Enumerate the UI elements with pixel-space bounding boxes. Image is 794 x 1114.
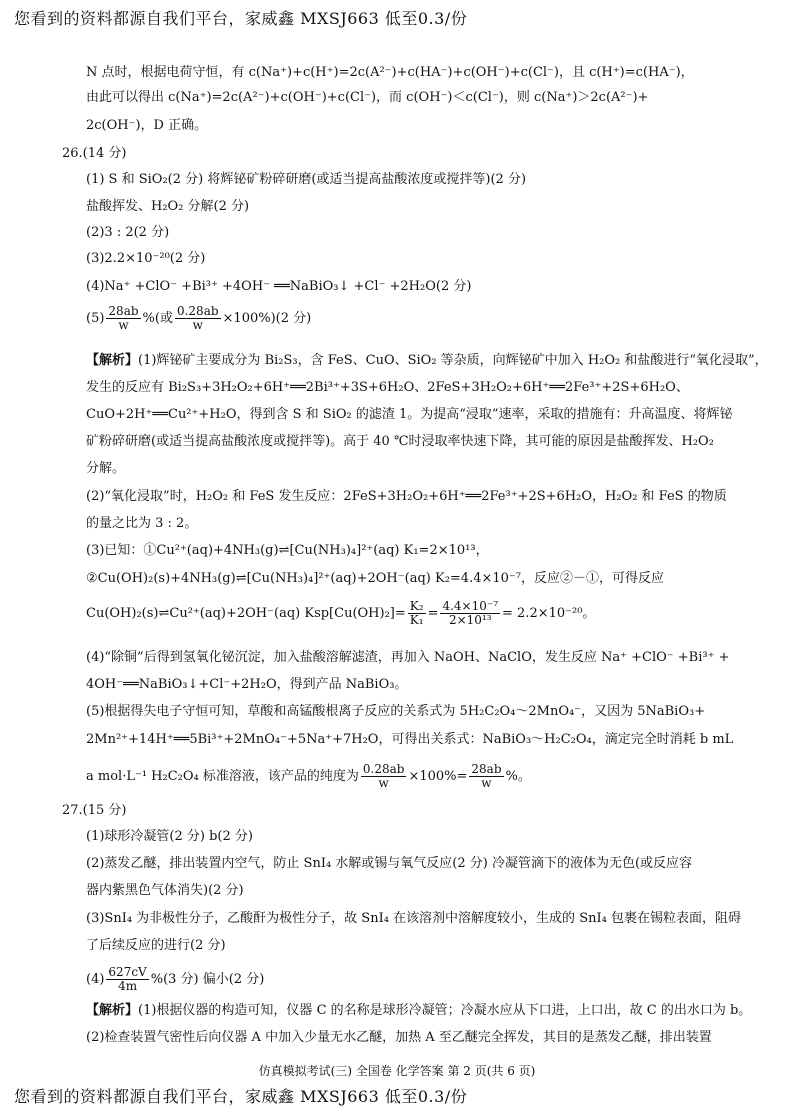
question-27-header: 27.(15 分)	[62, 803, 127, 818]
q27-answer-3b: 了后续反应的进行(2 分)	[86, 938, 226, 953]
fraction-numerator: 0.28ab	[176, 304, 219, 318]
fraction-denominator: w	[192, 318, 203, 332]
top-watermark-banner: 您看到的资料都源自我们平台，家威鑫 MXSJ663 低至0.3/份	[14, 9, 468, 28]
fraction	[440, 600, 500, 627]
q27-explanation-line-1	[86, 1002, 751, 1020]
q26-explanation-line-6: (2)“氧化浸取”时，H₂O₂ 和 FeS 发生反应：2FeS+3H₂O₂+6H⁺══2Fe³⁺+2S+6H₂O，H₂O₂ 和 FeS 的物质	[86, 489, 727, 504]
fraction-denominator: w	[378, 776, 389, 790]
q27-answer-3: (3)SnI₄ 为非极性分子，乙酸酐为极性分子，故 SnI₄ 在该溶剂中溶解度较小，生成的 SnI₄ 包裹在锡粒表面，阻碍	[86, 911, 741, 926]
purity-text: a mol·L⁻¹ H₂C₂O₄ 标准溶液，该产品的纯度为	[86, 769, 359, 784]
q27-answer-1: (1)球形冷凝管(2 分) b(2 分)	[86, 829, 253, 844]
q26-a5-prefix: (5)	[86, 311, 105, 326]
bottom-watermark-banner: 您看到的资料都源自我们平台，家威鑫 MXSJ663 低至0.3/份	[14, 1087, 468, 1106]
q26-explanation-line-14: 2Mn²⁺+14H⁺══5Bi³⁺+2MnO₄⁻+5Na⁺+7H₂O，可得出关系式：NaBiO₃～H₂C₂O₄，滴定完全时消耗 b mL	[86, 732, 734, 747]
explanation-tag: 【解析】	[86, 1003, 139, 1018]
q26-explanation-line-1	[86, 352, 768, 370]
fraction	[469, 763, 503, 790]
fraction-denominator: 2×10¹³	[448, 613, 492, 627]
q26-explanation-line-2: 发生的反应有 Bi₂S₃+3H₂O₂+6H⁺══2Bi³⁺+3S+6H₂O、2FeS+3H₂O₂+6H⁺══2Fe³⁺+2S+6H₂O、	[86, 380, 689, 395]
q26-explanation-line-15	[86, 763, 531, 790]
q26-explanation-line-13: (5)根据得失电子守恒可知，草酸和高锰酸根离子反应的关系式为 5H₂C₂O₄～2MnO₄⁻，又因为 5NaBiO₃+	[86, 704, 706, 719]
q26-answer-3: (3)2.2×10⁻²⁰(2 分)	[86, 251, 206, 266]
q27-a4-suffix: %(3 分) 偏小(2 分)	[150, 972, 265, 987]
q27-a4-prefix: (4)	[86, 972, 105, 987]
fraction-numerator: K₂	[409, 599, 424, 613]
equals-sign: =	[427, 606, 439, 621]
q27-answer-4	[86, 966, 264, 993]
fraction-denominator: w	[118, 318, 129, 332]
q26-a5-suffix: ×100%)(2 分)	[222, 311, 312, 326]
question-26-header: 26.(14 分)	[62, 146, 127, 161]
q27-answer-2: (2)蒸发乙醚，排出装置内空气，防止 SnI₄ 水解或锡与氧气反应(2 分) 冷凝管滴下的液体为无色(或反应容	[86, 856, 693, 871]
explanation-tag: 【解析】	[86, 353, 139, 368]
fraction	[408, 600, 426, 627]
fraction-numerator: 627cV	[108, 965, 147, 979]
q26-explanation-line-9: ②Cu(OH)₂(s)+4NH₃(g)⇌[Cu(NH₃)₄]²⁺(aq)+2OH⁻(aq) K₂=4.4×10⁻⁷，反应②－①，可得反应	[86, 571, 664, 586]
q26-explanation-line-12: 4OH⁻══NaBiO₃↓+Cl⁻+2H₂O，得到产品 NaBiO₃。	[86, 677, 408, 692]
fraction	[106, 305, 140, 332]
q27-answer-2b: 器内紫黑色气体消失)(2 分)	[86, 883, 244, 898]
ksp-result: = 2.2×10⁻²⁰。	[502, 606, 596, 621]
q26-explanation-line-7: 的量之比为 3 : 2。	[86, 516, 198, 531]
q26-answer-4: (4)Na⁺ +ClO⁻ +Bi³⁺ +4OH⁻ ══NaBiO₃↓ +Cl⁻ +2H₂O(2 分)	[86, 279, 472, 294]
fraction	[175, 305, 221, 332]
fraction	[361, 763, 407, 790]
fraction-denominator: K₁	[409, 613, 424, 627]
q27-explanation-line-2: (2)检查装置气密性后向仪器 A 中加入少量无水乙醚，加热 A 至乙醚完全挥发，其目的是蒸发乙醚，排出装置	[86, 1030, 712, 1045]
q26-a5-middle: %(或	[142, 311, 173, 326]
q26-answer-2: (2)3 : 2(2 分)	[86, 225, 170, 240]
page-footer: 仿真模拟考试(三) 全国卷 化学答案 第 2 页(共 6 页)	[258, 1064, 536, 1078]
ksp-expression: Cu(OH)₂(s)⇌Cu²⁺(aq)+2OH⁻(aq) Ksp[Cu(OH)₂]=	[86, 606, 406, 621]
intro-line-3: 2c(OH⁻)，D 正确。	[86, 118, 208, 133]
fraction-numerator: 0.28ab	[362, 762, 405, 776]
fraction	[106, 966, 148, 993]
q26-answer-5	[86, 305, 311, 332]
fraction-numerator: 4.4×10⁻⁷	[442, 599, 499, 613]
explanation-text: (1)根据仪器的构造可知，仪器 C 的名称是球形冷凝管；冷凝水应从下口进，上口出，故 C 的出水口为 b。	[138, 1003, 752, 1018]
intro-line-1: N 点时，根据电荷守恒，有 c(Na⁺)+c(H⁺)=2c(A²⁻)+c(HA⁻)+c(OH⁻)+c(Cl⁻)，且 c(H⁺)=c(HA⁻)，	[86, 65, 694, 80]
purity-suffix: %。	[505, 769, 531, 784]
purity-middle: ×100%=	[408, 769, 468, 784]
intro-line-2: 由此可以得出 c(Na⁺)=2c(A²⁻)+c(OH⁻)+c(Cl⁻)，而 c(OH⁻)＜c(Cl⁻)，则 c(Na⁺)＞2c(A²⁻)+	[86, 90, 649, 105]
q26-answer-1: (1) S 和 SiO₂(2 分) 将辉铋矿粉碎研磨(或适当提高盐酸浓度或搅拌等)(2 分)	[86, 172, 527, 187]
explanation-text: (1)辉铋矿主要成分为 Bi₂S₃，含 FeS、CuO、SiO₂ 等杂质，向辉铋矿中加入 H₂O₂ 和盐酸进行“氧化浸取”，	[138, 353, 768, 368]
q26-explanation-line-11: (4)“除铜”后得到氢氧化铋沉淀，加入盐酸溶解滤渣，再加入 NaOH、NaClO，发生反应 Na⁺ +ClO⁻ +Bi³⁺ +	[86, 650, 730, 665]
fraction-denominator: 4m	[118, 979, 138, 993]
fraction-numerator: 28ab	[471, 762, 502, 776]
fraction-denominator: w	[481, 776, 492, 790]
q26-explanation-line-10	[86, 600, 595, 627]
q26-answer-1b: 盐酸挥发、H₂O₂ 分解(2 分)	[86, 199, 250, 214]
fraction-numerator: 28ab	[108, 304, 139, 318]
q26-explanation-line-3: CuO+2H⁺══Cu²⁺+H₂O，得到含 S 和 SiO₂ 的滤渣 1。为提高“浸取”速率，采取的措施有：升高温度、将辉铋	[86, 407, 733, 422]
q26-explanation-line-4: 矿粉碎研磨(或适当提高盐酸浓度或搅拌等)。高于 40 ℃时浸取率快速下降，其可能的原因是盐酸挥发、H₂O₂	[86, 434, 714, 449]
q26-explanation-line-5: 分解。	[86, 461, 126, 476]
q26-explanation-line-8: (3)已知：①Cu²⁺(aq)+4NH₃(g)⇌[Cu(NH₃)₄]²⁺(aq) K₁=2×10¹³，	[86, 543, 489, 558]
